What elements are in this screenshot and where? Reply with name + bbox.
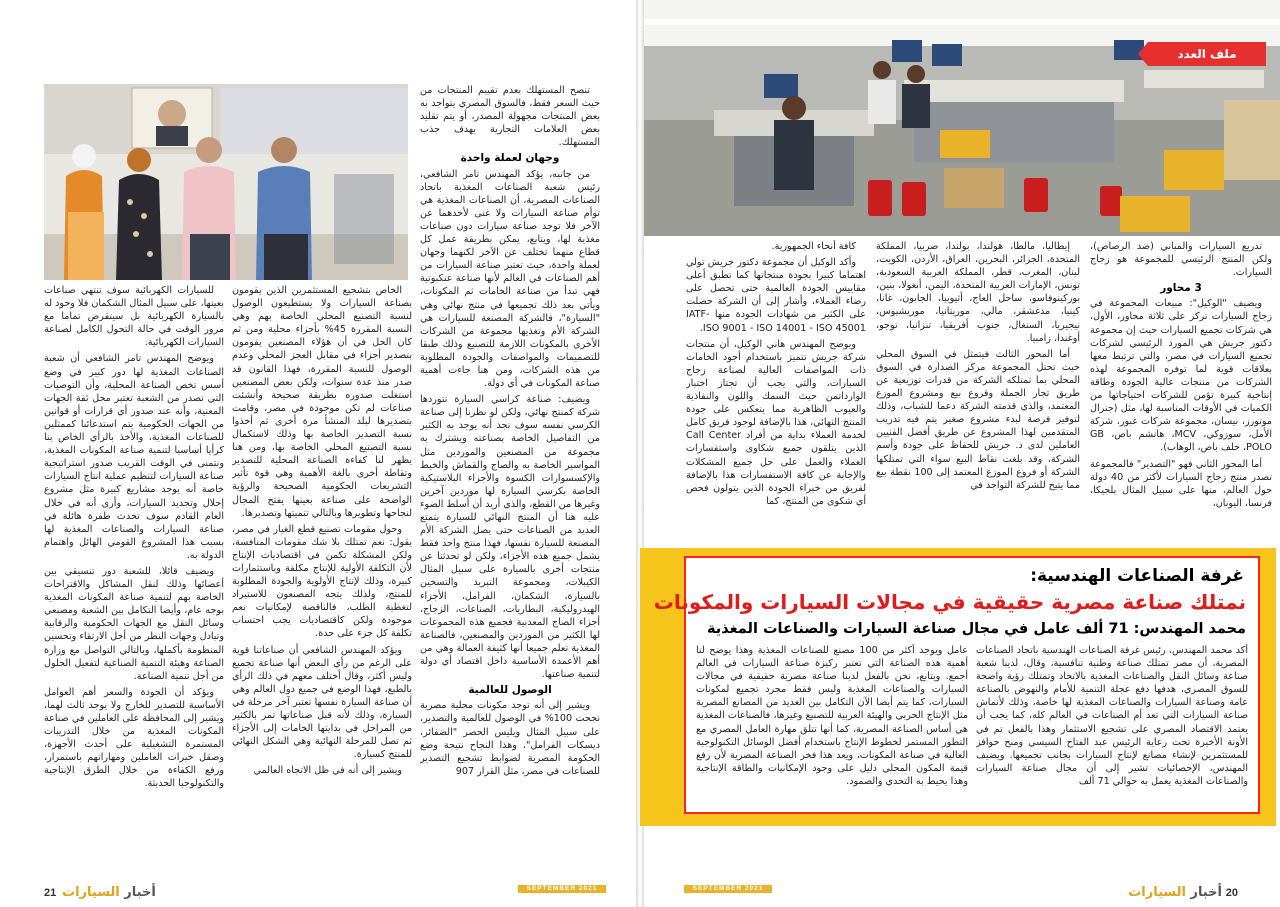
paragraph: وحول مقومات تصنيع قطع الغيار في مصر، يقول: نعم تمتلك بلا شك مقومات المنافسة، ولكن المشكلة تكمن في اقتصاديات الإنتاج لأن التكلفة الأولية للإنتاج مكلفة وباستثمارات كبيرة، وذلك لإنتاج الأولوية والجودة المطلوبة للمنتج، ولذلك يتجه المصنعون للاستيراد لتغطية الطلب، فالناقصة لإمكانيات نعم موجودة ولكن كاقتصاديات يجب احتساب تكلفة كل جزء على حدة. (232, 523, 412, 640)
factory-floor-photo (644, 0, 1280, 236)
subhead: الوصول للعالمية (468, 684, 552, 697)
factory-illustration (644, 0, 1280, 236)
paragraph: ويضيف قائلا، للشعبة دور تنسيقي بين أعضائها وذلك لنقل المشاكل والاقتراحات الخاصة بهم لتنمية صناعة المكونات المغذية بوجه عام، وأيضا التكامل بين الشعبة ومصنعي وسائل النقل مع الجهات الحكومية والرقابية وتبادل وجهات النظر من أجل الارتقاء وتحسين المنظومة بأكملها، وبالتالي التواصل مع وزارة الصناعة وهيئة التنمية الصناعية لتفعيل الحلول من أجل تنمية الصناعة. (44, 565, 224, 682)
right-page-footer (644, 861, 1280, 907)
paragraph: أما المحور الثاني فهو "التصدير" فالمجموعة تصدر منتج زجاج السيارات لأكثر من 40 دولة حول العالم، منها على سبيل المثال بلجيكا، فرنسا، اليونان، (1090, 458, 1272, 509)
subhead-label: محاور (1160, 282, 1191, 295)
paragraph: ويشير إلى أنه في ظل الاتجاه العالمي (253, 765, 402, 777)
paragraph: ويؤكد أن الجودة والسعر أهم العوامل الأساسية للتصدير للخارج ولا يوجد ثالث لهما، ويشير إلى المحافظة على العاملين في صناعة المكونات المغذية من خلال التدريبات المستمرة التشغيلية على أحدث الأجهزة، وصقل خبرات العاملين ومهاراتهم باستمرار، ورفع الكفاءة من خلال الطرق الإنتاجية والتكنولوجيا الحديثة. (44, 686, 224, 790)
magazine-logo (1128, 885, 1222, 901)
magazine-logo (62, 885, 156, 901)
office-group-photo (44, 84, 408, 280)
logo-word-2: السيارات (62, 885, 120, 900)
paragraph: وأكد الوكيل أن مجموعة دكتور جريش تولي اهتماما كبيرا بجودة منتجاتها كما تطبق أعلى مقاييس الجودة العالمية حتى تحصل على رضاء العملاء، وأشار إلى أن الشركة حصلت على الكثير من شهادات الجودة منها IATF-ISO 9001 - ISO 14001 - ISO 45001. (686, 257, 866, 334)
left-page-column-3 (44, 284, 224, 854)
numbered-subhead (1090, 282, 1272, 295)
paragraph: ويوضح المهندس تامر الشافعي أن شعبة الصناعات المغذية لها دور كبير في وضع أسس تخص الصناعة المحلية، وأن التوصيات التي تصدر من الشعبة تعتبر محل ثقة الجهات المعنية، وأنه عند صدور أي قرارات أو قوانين من الجهات الحكومية يتم استدعائنا كممثلين للصناعات المغذية، والأخذ بالرأي الخاص بنا كرأيا أساسيا لتنمية صناعة المكونات المغذية، ونتمنى في الوقت القريب صدور استراتيجية صناعة السيارات لتنظيم عملية انتاج السيارات خاصة أنه يوجد مشاريع كبيرة مثل مشروع إحلال وتجديد السيارات، وأرى أنه في خلال العام القادم سوف تحدث طفرة هائلة في صناعة السيارات والصناعات المغذية لها بسبب هذا المشروع القومي الهائل واهتمام الدولة به. (44, 353, 224, 561)
subhead-number: 3 (1194, 282, 1202, 295)
subhead: وجهان لعملة واحدة (460, 152, 560, 165)
paragraph: تنصح المستهلك بعدم تقييم المنتجات من حيث السعر فقط، فالسوق المصري يتواجد به بعض المنتجات مجهولة المصدر، أو يتم تقليد بعض العلامات التجارية بهدف جذب المستهلك. (420, 85, 600, 149)
paragraph: الخاص بتشجيع المستثمرين الذين يقومون بصناعة السيارات ولا يستطيعون الوصول لنسبة التصنيع المحلي الخاصة بهم وهي النسبة المقررة 45% بأجزاء محلية ومن ثم كان الحل في أن هؤلاء المصنعين يقومون بتصدير أجزاء في مقابل العجز المحلي وعدم الوصول للنسبة المقررة، فهذا القانون قد صدر منذ عدة سنوات، ولكن بعض المصنعين استغلت صدوره بطريقة صحيحة وأنشئت صناعات لم تكن موجودة في مصر، وقامت بتصديرها لبلد المنشأ مرة أخرى ثم أخذوا نسبة التصدير الخاصة بها وذلك لاستكمال نسبة التصنيع المحلي الخاصة بها، ومن هنا يظهر لنا كفاءة الصناعة المحلية للتصدير وتقاطة أخرى بالغة الأهمية وهي قوة تأثير التشريعات الحكومية الصحيحة والرؤية الواضحة على صناعة بعينها يفتح المجال لنجاحها وتطويرها وبالتالي تنميتها وتصديرها. (232, 285, 412, 519)
page-number: 21 (44, 887, 57, 899)
box-headline: نمتلك صناعة مصرية حقيقية في مجالات السيارات والمكونات (653, 590, 1246, 614)
paragraph: أما المحور الثالث فيتمثل في السوق المحلي حيث تحتل المجموعة مركز الصدارة في السوق المحلي بما تمتلكه الشركة من قدرات توزيعية عن طريق تجار الجملة وفروع بيع ومشروع الموزع المعتمد، والذي قدمته الشركة دعما للشباب، وذلك لتوفير فرصة لبدء مشروع صغير يتم فيه تدريب المتقدمين لهذا المشروع عن طريق أفضل الفنيين العاملين لدى د. جريش للحفاظ على جودة وأسم الشركة، وقد بلغت نقاط البيع سواء التي تمتلكها الشركة أو فروع الموزع المعتمد إلى 100 نقطة بيع مما يتيح للشركة التواجد في (876, 348, 1080, 491)
group-photo-illustration (44, 84, 408, 280)
box-column-right: أكد محمد المهندس، رئيس غرفة الصناعات الهندسية باتحاد الصناعات المصرية، أن مصر تمتلك صناعة وطنية تنافسية، وقال، لدينا شعبة صناعة وسائل النقل والصناعات المغذية بالاتحاد وتمتلك رؤية واضحة للسوق المصري، هدفها دفع عجلة التنمية للأمام والنهوض بالصناعة عامة وصناعة السيارات والصناعات المغذية لها خاصة، وذلك لأنماش صناعة السيارات التي تعد أم الصناعات في العالم كله، كما يجب أن يعتمد الاقتصاد المصري على تشجيع الاستثمار وهذا بالفعل تم في الأونة الأخيرة تحت رعاية الرئيس عبد الفتاح السيسي ومنح حوافز للمستثمرين لإنشاء مصانع لإنتاج السيارات بجانب تجميعها. ويضيف المهندس، الإحصائيات تشير إلى أن مجال صناعة السيارات والصناعات المغذية يعمل به حوالي 71 ألف (976, 645, 1248, 787)
paragraph: ويضيف "الوكيل": مبيعات المجموعة في زجاج السيارات تركز على ثلاثة محاور، الأول، هي شركات تجميع السيارات حيث إن مجموعة دكتور جريش هي المورد الرئيسي لشركات تجميع السيارات في مصر، والتي ترتبط معها بعلاقات قوية لما توفره المجموعة لهذه الشركات من منتجات عالية الجودة وطاقة إنتاجية كبيرة تؤمن للشركات احتياجاتها من الكميات في الأوقات المناسبة لها، مثل (جنرال موتورز، نيسان، مجموعة شركات غبور، شركة الأمل، سوزوكي، MCV، هانشم باص، GB POLO، خلف باص، الوهاب). (1090, 298, 1272, 454)
box-deck: محمد المهندس: 71 ألف عامل في مجال صناعة السيارات والصناعات المغذية (706, 621, 1246, 637)
paragraph: ويوضح المهندس هاني الوكيل، أن منتجات شركة جريش تتميز باستخدام أجود الخامات ذات المواصفات العالية لصناعة زجاج السيارات، والتي يجب أن تجتاز اختبار الوارداتمن حيث السمك واللون والنفاذية والعيوب الظاهرية مما ينعكس على جودة المنتج النهائي، هذا بالإضافة لوجود فريق كامل لخدمة العملاء بداية من أفراد Call Center الذين يتلقون جميع شكاوى واستفسارات العملاء والعمل على حل جميع المشكلات والإجابة عن كافة الاستفسارات هذا بالإضافة لفريق من خبراء الجودة الذين يتولون فحص أي شكوى من المنتج، كما (686, 338, 866, 507)
issue-month: SEPTEMBER 2021 (518, 885, 606, 893)
feature-box (653, 556, 1260, 814)
box-kicker: غرفة الصناعات الهندسية: (1030, 566, 1244, 586)
paragraph: ويضيف: صناعة كراسي السيارة تتوردها شركة كمنتج نهائي، ولكن لو نظرنا إلى صناعة الكرسي نفسه سوف نجد أنه يوجد به الكثير من التفاصيل الخاصة بصناعته ويشترك به مجموعة من المصنعين والموردين مثل المواسير الخاصة به والصاج والقماش والخيط والإكسسوارات الكسوة والأجزاء البلاستيكية الخاصة بكرسي السيارة لها موردين آخرين وغيرها من القطع، والذي أريد أن أسلط الضوء عليه هنا أن المنتج النهائي للسيارة يتمتع العديد من الصناعات حتى يصل الشركة الأم المصنعة للسيارة نفسها، فهذا منتج واحد فقط يشمل جميع هذه الأجزاء، ولكن لو تحدثنا عن منتجات أخرى بالسيارة على سبيل المثال الكيبلات، ومجموعة التبريد والتسخين بالسيارة، الشكمان، الفرامل، الأجزاء الهيدروليكية، البطاريات، الصناعات، الزجاج، أجزاء الصاج المعدنية فجميع هذه المجموعات لها الكثير من الموردين والمصنعين، فالصناعة المغذية تعلم جميعا أنها كثيفة العمالة وهي من أهم الأعمدة الأساسية داخل اقتصاد أي دولة لتنمية صناعتها. (420, 394, 600, 681)
paragraph: كافة أنحاء الجمهورية. (771, 241, 856, 252)
right-page-column-b (876, 240, 1080, 542)
paragraph: ويؤكد المهندس الشافعي أن صناعاتنا قوية على الرغم من رأي البعض أنها صناعة تجميع وليس أكثر، وقال أختلف معهم في ذلك الرأي بالطبع، فهذا الوضع في جميع دول العالم وهي أن صناعة السيارة نفسها تعتبر آخر مرحلة في السيارة، وذلك لأنه قبل صناعاتها تمر بالكثير من المراحل في بدايتها الخامات إلى الأجزاء ثم تصل للمرحلة النهائية وهي الشكل النهائي للمنتج كسيارة. (232, 644, 412, 761)
section-tag: ملف العدد (1148, 42, 1266, 66)
page-number: 20 (1225, 887, 1238, 899)
logo-word-1: أخبار (1190, 885, 1222, 900)
left-page-column-1 (420, 84, 600, 854)
left-page-footer (0, 861, 636, 907)
issue-month: SEPTEMBER 2021 (684, 885, 772, 893)
paragraph: ويشير إلى أنه توجد مكونات محلية مصرية نجحت 100% في الوصول للعالمية والتصدير، على سبيل المثال ويليس الحصر "الضفائر، ديسكات الفرامل"، وهذا النجاح نتيجة وضع الحكومة المصرية لضوابط تشجيع التصدير للصناعات في مصر، مثل القرار 907 (420, 700, 600, 777)
paragraph: تدريع السيارات والمباني (ضد الرصاص)، ولكن المنتج الرئيسي للمجموعة هو زجاج السيارات. (1090, 241, 1272, 279)
left-page-column-2 (232, 284, 412, 854)
box-column-left: عامل ويوجد أكثر من 100 مصنع للصناعات المغذية وهذا يوضح لنا أهمية هذه الصناعة التي تعتبر ركيزة صناعة السيارات في العالم أجمع. ويتابع، نحن بالفعل لدينا صناعة مصرية حقيقية في مجالات السيارات والصناعات المغذية وليس فقط مجرد تجميع لمكونات السيارات، كما يتم أيضا الآن التكامل بين العديد من المصانع المصرية مثل الإنتاج الحربي والهيئة العربية للتصنيع وغيرها، فالصناعات المغذية هي أساس الصناعة المصرية، كما أنها تتلق مهارة العامل المصري مع التطور المستمر لخطوط الإنتاج باستخدام أفضل الوسائل التكنولوجية العالية في صناعة المكونات، ويعد هذا فخر الصناعة المصرية لأن رفع قيمة المكون المحلي دليل على وجود الإمكانيات والطاقة الإنتاجية وهذا يحيط به التحدي والصمود. (696, 645, 968, 787)
right-page-column-a (1090, 240, 1272, 542)
logo-word-2: السيارات (1128, 885, 1186, 900)
logo-word-1: أخبار (124, 885, 156, 900)
right-page-column-c (686, 240, 866, 542)
paragraph: من جانبه، يؤكد المهندس تامر الشافعي، رئيس شعبة الصناعات المغذية باتحاد الصناعات المصرية، أن الصناعات المغذية هي توأم صناعة السيارات ولا غنى لأحدهما عن الآخر فلا توجد صناعة سيارات دون صناعات مغذية لها، ويتابع، يمكن بطريقة عمل كل قطاع منهما تختلف عن الآخر لكنهما وجهان لعملة واحدة، حيث تعتبر صناعة السيارات من أهم الصناعات في العالم لأنها صناعة عنكبوتية فهي تبدأ من صناعة الخامات ثم المكونات، ويأتي بعد ذلك تجميعها في منتج نهائي وهي "السيارة"، فالشركة المصنعة للسيارات هي الشركة الأم وتغذيها مجموعة من الشركات الأخرى بالمكونات اللازمة للتصنيع وذلك طبقا للتصميمات والمواصفات والجودة المطلوبة من هذه الشركات، ومن هنا جاءت أهمية صناعة المكونات في أي دولة. (420, 168, 600, 390)
paragraph: إيطاليا، مالطا، هولندا، بولندا، صربيا، المملكة المتحدة، الجزائر، البحرين، العراق، الأردن، الكويت، لبنان، المغرب، قطر، المملكة العربية السعودية، تونس، الإمارات العربية المتحدة، اليمن، أنغولا، بنين، بوركينوفاسو، ساحل العاج، أثيوبيا، الجابون، غانا، كينيا، مدغشقر، مالي، موريتانيا، موريشيوس، نيجيريا، السنغال، جنوب أفريقيا، تنزانيا، توجو، أوغندا، زامبيا. (876, 241, 1080, 344)
left-page (0, 0, 636, 907)
paragraph: للسيارات الكهربائية سوف تنتهي صناعات بعينها، على سبيل المثال الشكمان فلا وجود له بالسيارة الكهربائية بل سيتقرض تماما مع مرور الوقت في حالة التحول الكامل لصناعة السيارات الكهربائية. (44, 285, 224, 349)
